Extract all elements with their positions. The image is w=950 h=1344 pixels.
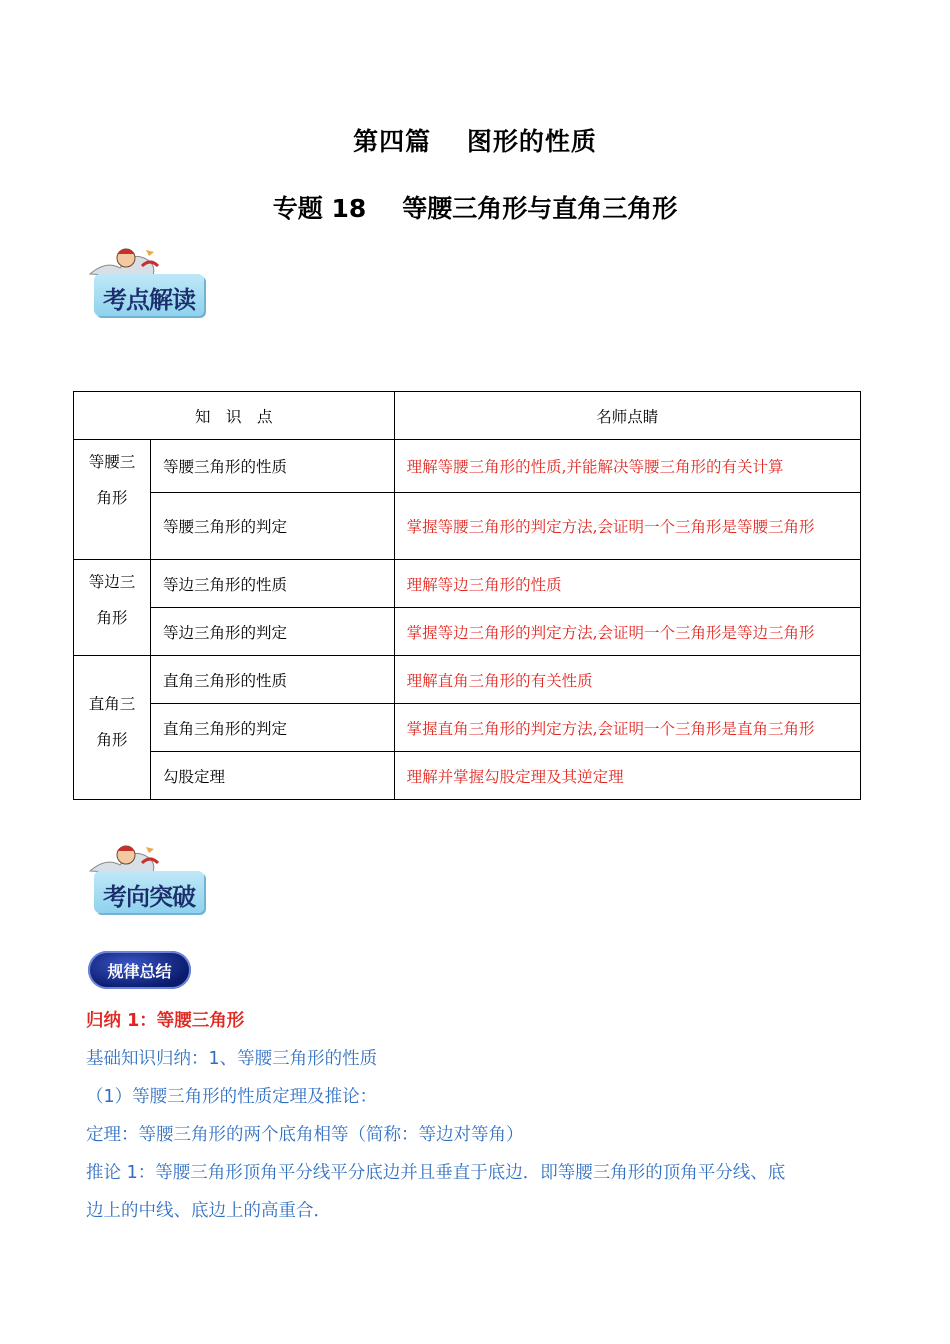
summary-pill	[88, 951, 191, 989]
table-header-row	[74, 392, 861, 440]
note-cell: 掌握等腰三角形的判定方法,会证明一个三角形是等腰三角形	[394, 493, 860, 560]
paragraph-1: 基础知识归纳：1、等腰三角形的性质	[86, 1049, 378, 1069]
table-row	[74, 608, 861, 656]
point-cell: 等腰三角形的性质	[150, 440, 394, 493]
badge2-label: 考向突破	[103, 882, 195, 911]
point-cell: 等边三角形的性质	[150, 560, 394, 608]
note-cell: 理解直角三角形的有关性质	[394, 656, 860, 704]
kaodian-badge	[86, 244, 210, 324]
point-cell: 勾股定理	[150, 752, 394, 800]
header-left: 知 识 点	[74, 392, 395, 440]
note-cell: 掌握等边三角形的判定方法,会证明一个三角形是等边三角形	[394, 608, 860, 656]
category-cell: 直角三角形	[74, 656, 151, 800]
knowledge-table	[73, 391, 861, 800]
chapter-title: 第四篇 图形的性质	[353, 127, 597, 156]
table-row	[74, 704, 861, 752]
point-cell: 等腰三角形的判定	[150, 493, 394, 560]
note-cell: 掌握直角三角形的判定方法,会证明一个三角形是直角三角形	[394, 704, 860, 752]
badge1-label: 考点解读	[103, 285, 195, 314]
table-row	[74, 493, 861, 560]
header-right: 名师点睛	[394, 392, 860, 440]
paragraph-4b: 边上的中线、底边上的高重合．	[86, 1201, 331, 1221]
paragraph-3: 定理：等腰三角形的两个底角相等（简称：等边对等角）	[86, 1125, 524, 1145]
paragraph-2: （1）等腰三角形的性质定理及推论：	[86, 1087, 378, 1107]
table-row	[74, 752, 861, 800]
category-cell: 等边三角形	[74, 560, 151, 656]
category-cell: 等腰三角形	[74, 440, 151, 560]
point-cell: 直角三角形的性质	[150, 656, 394, 704]
table-row	[74, 560, 861, 608]
kaoxiang-badge	[86, 841, 210, 921]
point-cell: 直角三角形的判定	[150, 704, 394, 752]
topic-name: 等腰三角形与直角三角形	[402, 194, 678, 223]
table-row	[74, 656, 861, 704]
section-title: 归纳 1：等腰三角形	[86, 1011, 245, 1031]
pill-label: 规律总结	[107, 962, 172, 981]
topic-number: 专题 18	[272, 194, 367, 223]
note-cell: 理解等边三角形的性质	[394, 560, 860, 608]
note-cell: 理解并掌握勾股定理及其逆定理	[394, 752, 860, 800]
paragraph-4a: 推论 1：等腰三角形顶角平分线平分底边并且垂直于底边．即等腰三角形的顶角平分线、底	[86, 1163, 786, 1183]
table-row	[74, 440, 861, 493]
point-cell: 等边三角形的判定	[150, 608, 394, 656]
note-cell: 理解等腰三角形的性质,并能解决等腰三角形的有关计算	[394, 440, 860, 493]
topic-title	[0, 189, 950, 225]
